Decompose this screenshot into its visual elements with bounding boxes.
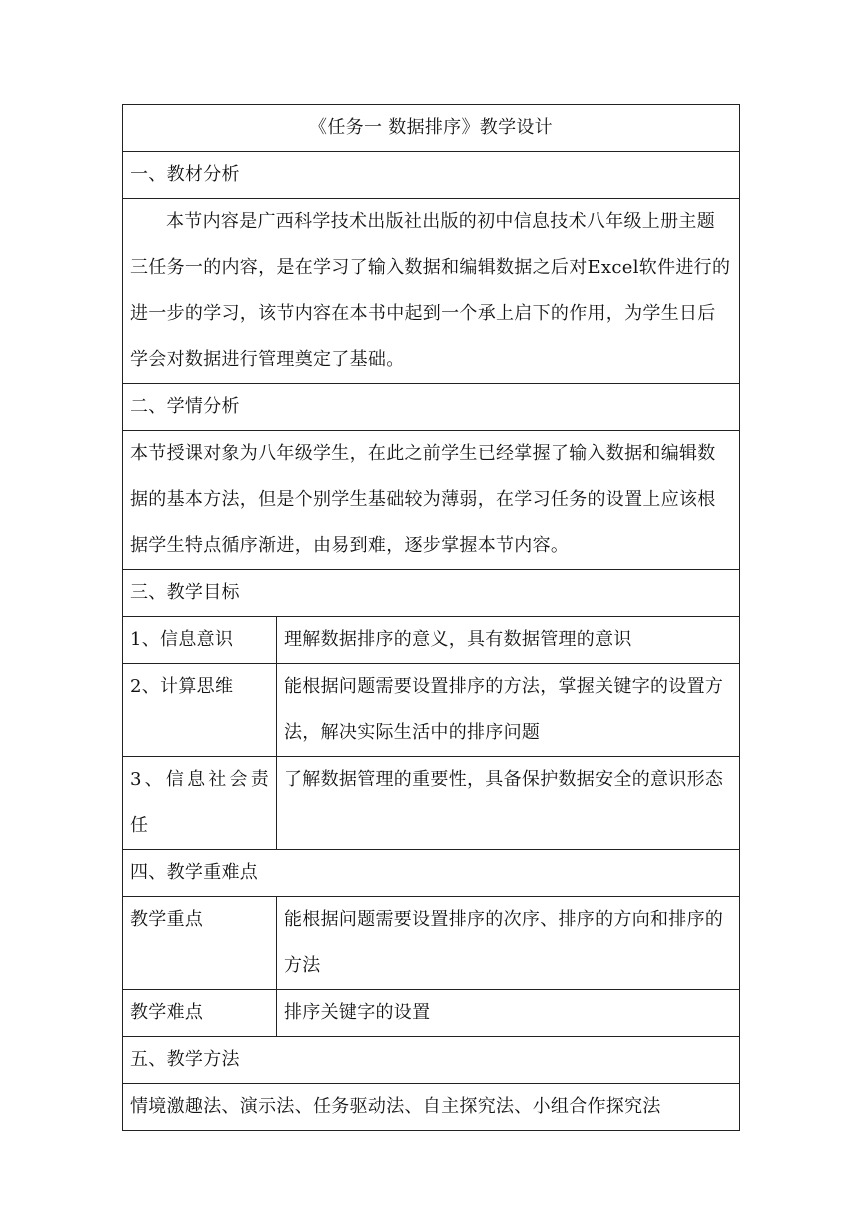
section-heading-student-analysis: 二、学情分析 <box>123 384 740 431</box>
difficult-point-label: 教学难点 <box>123 990 277 1037</box>
student-analysis-text: 本节授课对象为八年级学生，在此之前学生已经掌握了输入数据和编辑数据的基本方法，但是个别学生基础较为薄弱，在学习任务的设置上应该根据学生特点循序渐进，由易到难，逐步掌握本节内容。 <box>123 431 740 570</box>
objective-label: 3、信息社会责任 <box>123 757 277 850</box>
objective-label: 1、信息意识 <box>123 617 277 664</box>
key-point-value: 能根据问题需要设置排序的次序、排序的方向和排序的方法 <box>277 897 740 990</box>
section-heading-key-difficult-points: 四、教学重难点 <box>123 850 740 897</box>
section-heading-teaching-methods: 五、教学方法 <box>123 1037 740 1084</box>
lesson-plan-table <box>122 104 740 1131</box>
difficult-point-row <box>123 990 740 1037</box>
key-point-row <box>123 897 740 990</box>
document-title: 《任务一 数据排序》教学设计 <box>123 105 740 152</box>
teaching-methods-text: 情境激趣法、演示法、任务驱动法、自主探究法、小组合作探究法 <box>123 1084 740 1131</box>
objective-row <box>123 757 740 850</box>
objective-value: 能根据问题需要设置排序的方法，掌握关键字的设置方法，解决实际生活中的排序问题 <box>277 664 740 757</box>
objective-label: 2、计算思维 <box>123 664 277 757</box>
textbook-analysis-text: 本节内容是广西科学技术出版社出版的初中信息技术八年级上册主题三任务一的内容，是在学习了输入数据和编辑数据之后对Excel软件进行的进一步的学习，该节内容在本书中起到一个承上启下的作用，为学生日后学会对数据进行管理奠定了基础。 <box>123 199 740 384</box>
difficult-point-value: 排序关键字的设置 <box>277 990 740 1037</box>
objective-value: 了解数据管理的重要性，具备保护数据安全的意识形态 <box>277 757 740 850</box>
section-heading-textbook-analysis: 一、教材分析 <box>123 152 740 199</box>
objective-row <box>123 664 740 757</box>
key-point-label: 教学重点 <box>123 897 277 990</box>
objective-value: 理解数据排序的意义，具有数据管理的意识 <box>277 617 740 664</box>
objective-row <box>123 617 740 664</box>
section-heading-teaching-objectives: 三、教学目标 <box>123 570 740 617</box>
